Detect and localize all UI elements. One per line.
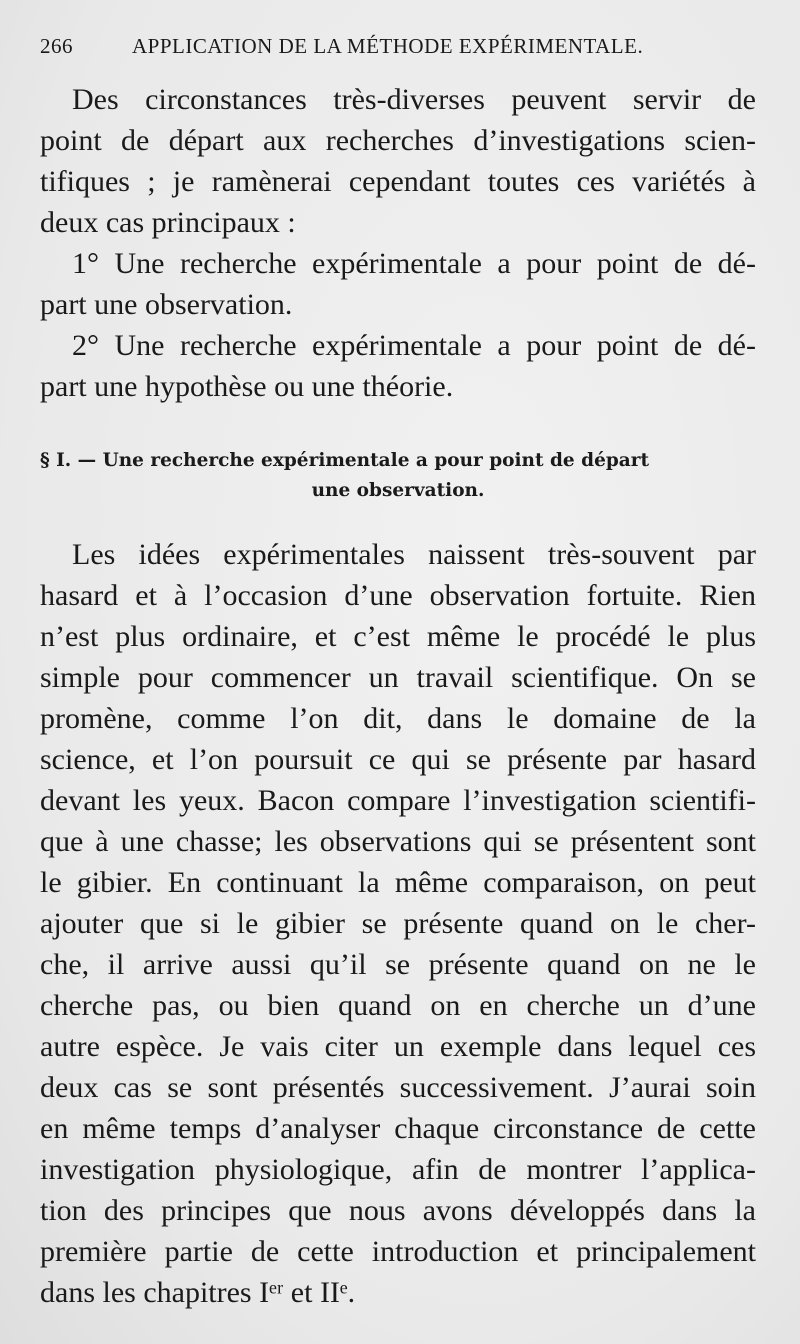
page-number: 266 (40, 34, 73, 58)
text-line: point de départ aux recherches d’investigations scien- (40, 124, 756, 157)
body-paragraph (40, 534, 756, 1313)
text-line: che, il arrive aussi qu’il se présente quand on ne le (40, 948, 756, 981)
text-line: n’est plus ordinaire, et c’est même le procédé le plus (40, 620, 756, 653)
text-line: science, et l’on poursuit ce qui se présente par hasard (40, 743, 756, 776)
text-line: deux cas principaux : (40, 206, 296, 239)
text-line: promène, comme l’on dit, dans le domaine de la (40, 702, 756, 735)
intro-paragraph (40, 79, 756, 407)
text-line: deux cas se sont présentés successivement. J’aurai soin (40, 1071, 756, 1104)
list-item-2-line: part une hypothèse ou une théorie. (40, 370, 454, 403)
list-item-2-line: 2° Une recherche expérimentale a pour point de dé- (72, 329, 756, 362)
text-line: cherche pas, ou bien quand on en cherche un d’une (40, 989, 756, 1022)
running-title: APPLICATION DE LA MÉTHODE EXPÉRIMENTALE. (132, 34, 644, 58)
text-line: devant les yeux. Bacon compare l’investigation scientifi- (40, 784, 756, 817)
text-line: tion des principes que nous avons développés dans la (40, 1194, 756, 1227)
section-heading-line: une observation. (311, 480, 485, 501)
text-line: le gibier. En continuant la même comparaison, on peut (40, 866, 756, 899)
text-line: ajouter que si le gibier se présente quand on le cher- (40, 907, 756, 940)
text-line: dans les chapitres Iᵉʳ et IIᵉ. (40, 1276, 356, 1309)
text-line: tifiques ; je ramènerai cependant toutes ces variétés à (40, 165, 756, 198)
section-heading-line: § I. — Une recherche expérimentale a pour point de départ (40, 450, 650, 471)
text-line: en même temps d’analyser chaque circonstance de cette (40, 1112, 756, 1145)
text-line: première partie de cette introduction et principalement (40, 1235, 756, 1268)
text-line: Des circonstances très-diverses peuvent servir de (72, 83, 756, 116)
text-line: autre espèce. Je vais citer un exemple dans lequel ces (40, 1030, 756, 1063)
text-line: simple pour commencer un travail scientifique. On se (40, 661, 756, 694)
section-heading (40, 446, 756, 506)
list-item-1-line: part une observation. (40, 288, 293, 321)
text-line: investigation physiologique, afin de montrer l’applica- (40, 1153, 756, 1186)
list-item-1-line: 1° Une recherche expérimentale a pour point de dé- (72, 247, 756, 280)
text-line: que à une chasse; les observations qui se présentent sont (40, 825, 756, 858)
text-line: Les idées expérimentales naissent très-souvent par (72, 538, 756, 571)
text-line: hasard et à l’occasion d’une observation fortuite. Rien (40, 579, 756, 612)
